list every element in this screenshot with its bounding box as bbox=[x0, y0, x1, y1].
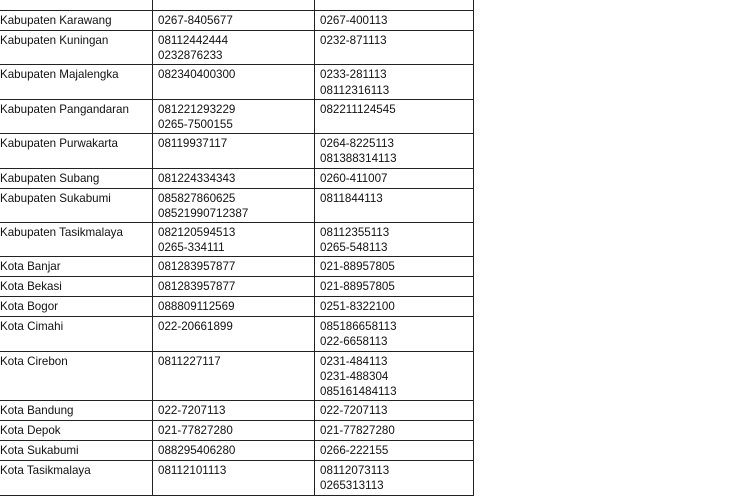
table-row-partial bbox=[0, 0, 474, 11]
phone1-cell bbox=[153, 31, 315, 65]
table-row bbox=[0, 31, 474, 65]
region-name: Kabupaten Karawang bbox=[0, 14, 112, 27]
phone2-number: 022-7207113 bbox=[320, 404, 388, 418]
region-cell bbox=[0, 277, 153, 297]
phone1-cell bbox=[153, 11, 315, 31]
phone1-cell bbox=[153, 168, 315, 188]
phone1-cell bbox=[153, 401, 315, 421]
table-row bbox=[0, 297, 474, 317]
phone1-number: 0267-8405677 bbox=[158, 14, 233, 27]
region-cell bbox=[0, 31, 153, 65]
phone1-cell bbox=[153, 317, 315, 351]
phone1-cell bbox=[153, 99, 315, 133]
phone2-cell bbox=[315, 277, 474, 297]
region-name: Kabupaten Majalengka bbox=[0, 68, 119, 82]
phone2-number: 081388314113 bbox=[320, 152, 397, 166]
phone2-cell bbox=[315, 188, 474, 222]
phone2-cell bbox=[315, 317, 474, 351]
region-name: Kota Cimahi bbox=[0, 320, 64, 334]
phone1-cell bbox=[153, 188, 315, 222]
phone1-number: 08112442444 bbox=[158, 34, 229, 47]
phone1-cell bbox=[153, 65, 315, 99]
phone1-number: 0265-334111 bbox=[158, 241, 225, 255]
phone2-number: 022-6658113 bbox=[320, 335, 388, 349]
phone2-number: 082211124545 bbox=[320, 102, 396, 116]
table-row bbox=[0, 461, 474, 495]
region-cell bbox=[0, 297, 153, 317]
region-cell bbox=[0, 401, 153, 421]
region-cell bbox=[0, 65, 153, 99]
phone1-number: 081283957877 bbox=[158, 280, 236, 294]
region-cell bbox=[0, 168, 153, 188]
region-name: Kota Tasikmalaya bbox=[0, 464, 91, 478]
phone2-number: 0232-871113 bbox=[320, 34, 387, 47]
phone2-number: 08112073113 bbox=[320, 464, 390, 478]
phone1-number: 088809112569 bbox=[158, 300, 235, 314]
phone2-number: 0231-488304 bbox=[320, 369, 389, 383]
region-cell bbox=[0, 441, 153, 461]
phone2-cell bbox=[315, 257, 474, 277]
phone2-cell bbox=[315, 421, 474, 441]
table-row bbox=[0, 99, 474, 133]
phone2-number: 0811844113 bbox=[320, 191, 383, 205]
phone1-cell bbox=[153, 277, 315, 297]
phone1-cell bbox=[153, 297, 315, 317]
region-cell bbox=[0, 351, 153, 401]
phone1-cell bbox=[153, 351, 315, 401]
phone2-cell bbox=[315, 297, 474, 317]
phone2-number: 021-88957805 bbox=[320, 260, 395, 274]
region-name: Kota Cirebon bbox=[0, 354, 68, 368]
phone1-cell bbox=[153, 0, 315, 11]
region-cell bbox=[0, 99, 153, 133]
phone1-number: 082340400300 bbox=[158, 68, 236, 82]
phone1-number: 08112101113 bbox=[158, 464, 227, 478]
region-cell bbox=[0, 461, 153, 495]
region-name: Kota Bandung bbox=[0, 404, 74, 418]
phone2-cell bbox=[315, 401, 474, 421]
phone1-cell bbox=[153, 421, 315, 441]
phone1-cell bbox=[153, 257, 315, 277]
phone1-number: 08119937117 bbox=[158, 137, 228, 151]
table-row bbox=[0, 277, 474, 297]
phone1-number: 088295406280 bbox=[158, 444, 236, 458]
phone1-cell bbox=[153, 222, 315, 256]
region-name: Kabupaten Tasikmalaya bbox=[0, 225, 123, 239]
phone2-cell bbox=[315, 441, 474, 461]
phone1-cell bbox=[153, 441, 315, 461]
phone2-number: 021-88957805 bbox=[320, 280, 395, 294]
region-cell bbox=[0, 222, 153, 256]
region-cell bbox=[0, 0, 153, 11]
phone2-number: 0265313113 bbox=[320, 479, 384, 493]
region-name: Kota Banjar bbox=[0, 260, 61, 274]
phone2-cell bbox=[315, 222, 474, 256]
phone1-cell bbox=[153, 134, 315, 168]
phone1-number: 0232876233 bbox=[158, 49, 223, 63]
phone2-cell bbox=[315, 134, 474, 168]
region-name: Kabupaten Purwakarta bbox=[0, 137, 118, 151]
phone1-number: 0265-7500155 bbox=[158, 117, 233, 131]
phone1-number: 081224334343 bbox=[158, 171, 236, 185]
phone1-number: 08521990712387 bbox=[158, 206, 249, 220]
phone1-number: 022-7207113 bbox=[158, 404, 226, 418]
phone2-number: 021-77827280 bbox=[320, 424, 395, 438]
phone2-cell bbox=[315, 0, 474, 11]
phone2-number: 0266-222155 bbox=[320, 444, 389, 458]
table-row bbox=[0, 222, 474, 256]
region-name: Kabupaten Kuningan bbox=[0, 34, 109, 47]
region-name: Kabupaten Pangandaran bbox=[0, 102, 129, 116]
table-row bbox=[0, 441, 474, 461]
region-name: Kota Sukabumi bbox=[0, 444, 79, 458]
region-cell bbox=[0, 188, 153, 222]
phone2-cell bbox=[315, 31, 474, 65]
region-name: Kabupaten Subang bbox=[0, 171, 100, 185]
phone1-number: 081283957877 bbox=[158, 260, 236, 274]
region-cell bbox=[0, 134, 153, 168]
phone1-number: 021-77827280 bbox=[158, 424, 233, 438]
table-row bbox=[0, 317, 474, 351]
region-name: Kota Bekasi bbox=[0, 280, 62, 294]
region-cell bbox=[0, 317, 153, 351]
table-row bbox=[0, 11, 474, 31]
phone2-cell bbox=[315, 351, 474, 401]
phone2-cell bbox=[315, 99, 474, 133]
table-row bbox=[0, 168, 474, 188]
table-row bbox=[0, 134, 474, 168]
phone1-number: 0811227117 bbox=[158, 354, 221, 368]
region-cell bbox=[0, 11, 153, 31]
phone1-number: 081221293229 bbox=[158, 102, 236, 116]
phone2-number: 08112316113 bbox=[320, 83, 390, 97]
phone2-cell bbox=[315, 168, 474, 188]
phone2-number: 08112355113 bbox=[320, 225, 390, 239]
table-row bbox=[0, 188, 474, 222]
table-row bbox=[0, 401, 474, 421]
phone2-cell bbox=[315, 461, 474, 495]
table-row bbox=[0, 65, 474, 99]
phone2-cell bbox=[315, 65, 474, 99]
phone1-number: 022-20661899 bbox=[158, 320, 233, 334]
phone1-number: 085827860625 bbox=[158, 191, 236, 205]
phone2-number: 0264-8225113 bbox=[320, 137, 394, 151]
phone2-number: 0265-548113 bbox=[320, 241, 388, 255]
region-cell bbox=[0, 421, 153, 441]
table-row bbox=[0, 421, 474, 441]
phone2-number: 0267-400113 bbox=[320, 14, 388, 27]
region-name: Kabupaten Sukabumi bbox=[0, 191, 111, 205]
phone2-number: 085161484113 bbox=[320, 385, 397, 398]
phone2-cell bbox=[315, 11, 474, 31]
phone2-number: 0233-281113 bbox=[320, 68, 387, 82]
phone1-number: 082120594513 bbox=[158, 225, 236, 239]
phone2-number: 085186658113 bbox=[320, 320, 397, 334]
table-row bbox=[0, 351, 474, 401]
region-name: Kota Bogor bbox=[0, 300, 59, 314]
phone2-number: 0260-411007 bbox=[320, 171, 388, 185]
region-cell bbox=[0, 257, 153, 277]
phone2-number: 0251-8322100 bbox=[320, 300, 395, 314]
region-name: Kota Depok bbox=[0, 424, 61, 438]
table-row bbox=[0, 257, 474, 277]
phone1-cell bbox=[153, 461, 315, 495]
phone2-number: 0231-484113 bbox=[320, 354, 388, 368]
